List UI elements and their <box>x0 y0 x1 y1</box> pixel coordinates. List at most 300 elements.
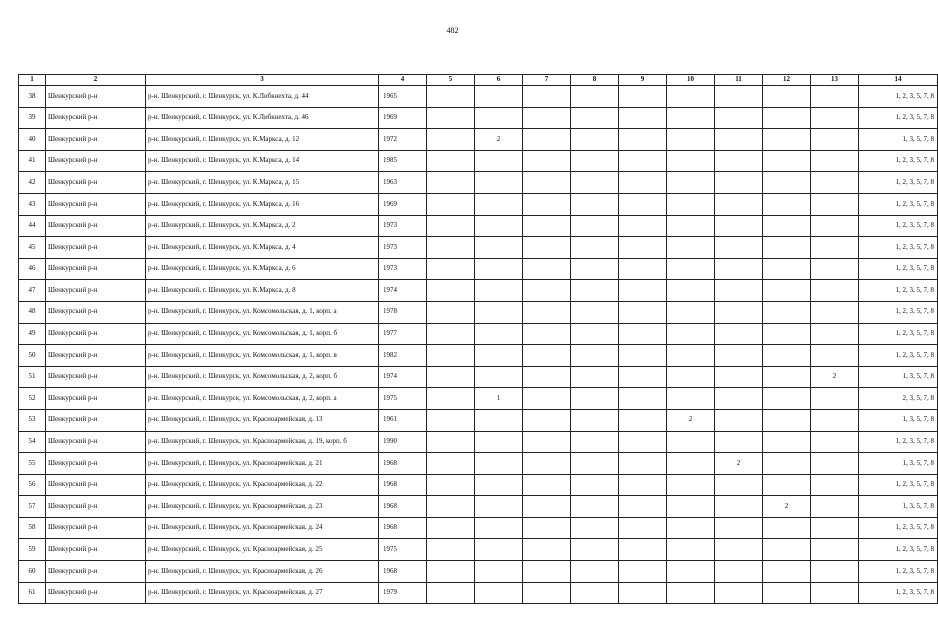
year-cell: 1968 <box>379 561 427 583</box>
col13-cell: 2 <box>811 366 859 388</box>
col9-cell <box>619 561 667 583</box>
col12-cell <box>763 280 811 302</box>
col6-cell <box>475 150 523 172</box>
criteria-cell: 1, 2, 3, 5, 7, 8 <box>859 474 938 496</box>
col6-cell <box>475 561 523 583</box>
col8-cell <box>571 107 619 129</box>
year-cell: 1982 <box>379 345 427 367</box>
district-cell: Шенкурский р-н <box>46 193 146 215</box>
col11-cell <box>715 86 763 108</box>
col9-cell <box>619 215 667 237</box>
address-cell: р-н. Шенкурский, г. Шенкурск, ул. К.Маркса, д. 2 <box>146 215 379 237</box>
criteria-cell: 1, 2, 3, 5, 7, 8 <box>859 301 938 323</box>
col13-cell <box>811 453 859 475</box>
col13-cell <box>811 86 859 108</box>
address-cell: р-н. Шенкурский, г. Шенкурск, ул. К.Маркса, д. 14 <box>146 150 379 172</box>
col13-cell <box>811 409 859 431</box>
address-cell: р-н. Шенкурский, г. Шенкурск, ул. Красноармейская, д. 13 <box>146 409 379 431</box>
col6-cell <box>475 258 523 280</box>
col10-cell <box>667 453 715 475</box>
address-cell: р-н. Шенкурский, г. Шенкурск, ул. Красноармейская, д. 22 <box>146 474 379 496</box>
table-row <box>19 193 938 215</box>
col5-cell <box>427 86 475 108</box>
address-cell: р-н. Шенкурский, г. Шенкурск, ул. К.Маркса, д. 16 <box>146 193 379 215</box>
col10-cell <box>667 388 715 410</box>
col12-cell <box>763 517 811 539</box>
col8-cell <box>571 86 619 108</box>
year-cell: 1969 <box>379 107 427 129</box>
col8-cell <box>571 582 619 604</box>
col11-cell: 2 <box>715 453 763 475</box>
col9-cell <box>619 496 667 518</box>
year-cell: 1974 <box>379 280 427 302</box>
district-cell: Шенкурский р-н <box>46 561 146 583</box>
criteria-cell: 1, 2, 3, 5, 7, 8 <box>859 539 938 561</box>
year-cell: 1975 <box>379 539 427 561</box>
col5-cell <box>427 453 475 475</box>
col11-cell <box>715 258 763 280</box>
col8-cell <box>571 409 619 431</box>
col12-cell <box>763 86 811 108</box>
year-cell: 1972 <box>379 129 427 151</box>
table-row <box>19 86 938 108</box>
col13-cell <box>811 129 859 151</box>
col8-cell <box>571 237 619 259</box>
year-cell: 1979 <box>379 582 427 604</box>
col13-cell <box>811 496 859 518</box>
criteria-cell: 1, 3, 5, 7, 8 <box>859 409 938 431</box>
col12-cell <box>763 561 811 583</box>
col6-cell <box>475 215 523 237</box>
col11-cell <box>715 582 763 604</box>
row-number: 57 <box>19 496 46 518</box>
col5-cell <box>427 237 475 259</box>
col9-cell <box>619 86 667 108</box>
col11-cell <box>715 237 763 259</box>
col10-cell <box>667 86 715 108</box>
page-number: 482 <box>446 26 459 35</box>
col12-cell <box>763 150 811 172</box>
col10-cell <box>667 431 715 453</box>
criteria-cell: 1, 2, 3, 5, 7, 8 <box>859 431 938 453</box>
col12-cell <box>763 301 811 323</box>
col11-cell <box>715 539 763 561</box>
address-cell: р-н. Шенкурский, г. Шенкурск, ул. Комсомольская, д. 2, корп. а <box>146 388 379 410</box>
table-row <box>19 129 938 151</box>
col13-cell <box>811 237 859 259</box>
address-cell: р-н. Шенкурский, г. Шенкурск, ул. Красноармейская, д. 25 <box>146 539 379 561</box>
col10-cell <box>667 258 715 280</box>
col11-cell <box>715 323 763 345</box>
col6-cell <box>475 582 523 604</box>
criteria-cell: 1, 2, 3, 5, 7, 8 <box>859 561 938 583</box>
col12-cell <box>763 539 811 561</box>
col9-cell <box>619 409 667 431</box>
row-number: 41 <box>19 150 46 172</box>
criteria-cell: 1, 2, 3, 5, 7, 8 <box>859 517 938 539</box>
criteria-cell: 1, 3, 5, 7, 8 <box>859 129 938 151</box>
col12-cell <box>763 582 811 604</box>
col6-cell <box>475 323 523 345</box>
district-cell: Шенкурский р-н <box>46 582 146 604</box>
col7-cell <box>523 474 571 496</box>
col8-cell <box>571 280 619 302</box>
col12-cell <box>763 453 811 475</box>
col13-cell <box>811 301 859 323</box>
col5-cell <box>427 150 475 172</box>
housing-table <box>18 74 938 604</box>
year-cell: 1990 <box>379 431 427 453</box>
col5-cell <box>427 323 475 345</box>
year-cell: 1968 <box>379 517 427 539</box>
table-row <box>19 409 938 431</box>
row-number: 42 <box>19 172 46 194</box>
district-cell: Шенкурский р-н <box>46 237 146 259</box>
address-cell: р-н. Шенкурский, г. Шенкурск, ул. Комсомольская, д. 1, корп. б <box>146 323 379 345</box>
col11-cell <box>715 388 763 410</box>
col11-cell <box>715 280 763 302</box>
col8-cell <box>571 474 619 496</box>
address-cell: р-н. Шенкурский, г. Шенкурск, ул. Красноармейская, д. 26 <box>146 561 379 583</box>
district-cell: Шенкурский р-н <box>46 431 146 453</box>
row-number: 53 <box>19 409 46 431</box>
table-row <box>19 345 938 367</box>
col6-cell <box>475 431 523 453</box>
col13-cell <box>811 215 859 237</box>
header-row <box>19 75 938 86</box>
col6-cell <box>475 193 523 215</box>
district-cell: Шенкурский р-н <box>46 150 146 172</box>
col10-cell <box>667 107 715 129</box>
year-cell: 1968 <box>379 496 427 518</box>
address-cell: р-н. Шенкурский, г. Шенкурск, ул. К.Маркса, д. 8 <box>146 280 379 302</box>
column-header-6: 6 <box>475 75 523 86</box>
col5-cell <box>427 193 475 215</box>
col5-cell <box>427 388 475 410</box>
col12-cell <box>763 431 811 453</box>
col12-cell <box>763 409 811 431</box>
table-row <box>19 215 938 237</box>
col10-cell <box>667 150 715 172</box>
year-cell: 1975 <box>379 388 427 410</box>
year-cell: 1968 <box>379 474 427 496</box>
district-cell: Шенкурский р-н <box>46 107 146 129</box>
col10-cell <box>667 539 715 561</box>
col5-cell <box>427 517 475 539</box>
col9-cell <box>619 193 667 215</box>
row-number: 49 <box>19 323 46 345</box>
row-number: 43 <box>19 193 46 215</box>
criteria-cell: 1, 3, 5, 7, 8 <box>859 496 938 518</box>
col11-cell <box>715 107 763 129</box>
year-cell: 1965 <box>379 86 427 108</box>
col13-cell <box>811 561 859 583</box>
table-row <box>19 237 938 259</box>
year-cell: 1977 <box>379 323 427 345</box>
col13-cell <box>811 474 859 496</box>
year-cell: 1973 <box>379 215 427 237</box>
col10-cell <box>667 215 715 237</box>
row-number: 54 <box>19 431 46 453</box>
col8-cell <box>571 345 619 367</box>
col8-cell <box>571 561 619 583</box>
col12-cell <box>763 193 811 215</box>
col9-cell <box>619 517 667 539</box>
row-number: 61 <box>19 582 46 604</box>
col8-cell <box>571 215 619 237</box>
col11-cell <box>715 496 763 518</box>
table-row <box>19 301 938 323</box>
col11-cell <box>715 193 763 215</box>
row-number: 56 <box>19 474 46 496</box>
col5-cell <box>427 431 475 453</box>
col6-cell <box>475 496 523 518</box>
address-cell: р-н. Шенкурский, г. Шенкурск, ул. Красноармейская, д. 27 <box>146 582 379 604</box>
column-header-9: 9 <box>619 75 667 86</box>
col5-cell <box>427 582 475 604</box>
row-number: 51 <box>19 366 46 388</box>
col5-cell <box>427 561 475 583</box>
col7-cell <box>523 345 571 367</box>
row-number: 47 <box>19 280 46 302</box>
col9-cell <box>619 345 667 367</box>
column-header-1: 1 <box>19 75 46 86</box>
address-cell: р-н. Шенкурский, г. Шенкурск, ул. К.Маркса, д. 15 <box>146 172 379 194</box>
criteria-cell: 1, 2, 3, 5, 7, 8 <box>859 86 938 108</box>
district-cell: Шенкурский р-н <box>46 517 146 539</box>
col11-cell <box>715 474 763 496</box>
year-cell: 1978 <box>379 301 427 323</box>
row-number: 52 <box>19 388 46 410</box>
col7-cell <box>523 258 571 280</box>
col6-cell <box>475 474 523 496</box>
col8-cell <box>571 323 619 345</box>
column-header-14: 14 <box>859 75 938 86</box>
address-cell: р-н. Шенкурский, г. Шенкурск, ул. Красноармейская, д. 23 <box>146 496 379 518</box>
year-cell: 1968 <box>379 453 427 475</box>
table-row <box>19 150 938 172</box>
col9-cell <box>619 366 667 388</box>
table-row <box>19 280 938 302</box>
col7-cell <box>523 539 571 561</box>
row-number: 40 <box>19 129 46 151</box>
row-number: 46 <box>19 258 46 280</box>
year-cell: 1963 <box>379 172 427 194</box>
col8-cell <box>571 431 619 453</box>
col10-cell <box>667 129 715 151</box>
col8-cell <box>571 496 619 518</box>
year-cell: 1985 <box>379 150 427 172</box>
col5-cell <box>427 129 475 151</box>
col7-cell <box>523 107 571 129</box>
col13-cell <box>811 388 859 410</box>
col8-cell <box>571 539 619 561</box>
criteria-cell: 1, 2, 3, 5, 7, 8 <box>859 150 938 172</box>
table-row <box>19 388 938 410</box>
criteria-cell: 1, 3, 5, 7, 8 <box>859 366 938 388</box>
col10-cell <box>667 561 715 583</box>
col5-cell <box>427 409 475 431</box>
column-header-8: 8 <box>571 75 619 86</box>
col7-cell <box>523 215 571 237</box>
col9-cell <box>619 107 667 129</box>
address-cell: р-н. Шенкурский, г. Шенкурск, ул. Комсомольская, д. 1, корп. а <box>146 301 379 323</box>
col10-cell <box>667 345 715 367</box>
district-cell: Шенкурский р-н <box>46 366 146 388</box>
column-header-5: 5 <box>427 75 475 86</box>
col12-cell <box>763 345 811 367</box>
col7-cell <box>523 517 571 539</box>
table-row <box>19 582 938 604</box>
col11-cell <box>715 345 763 367</box>
col13-cell <box>811 517 859 539</box>
district-cell: Шенкурский р-н <box>46 215 146 237</box>
criteria-cell: 1, 2, 3, 5, 7, 8 <box>859 172 938 194</box>
col8-cell <box>571 517 619 539</box>
district-cell: Шенкурский р-н <box>46 474 146 496</box>
col11-cell <box>715 431 763 453</box>
col10-cell: 2 <box>667 409 715 431</box>
row-number: 50 <box>19 345 46 367</box>
district-cell: Шенкурский р-н <box>46 409 146 431</box>
col13-cell <box>811 345 859 367</box>
col11-cell <box>715 172 763 194</box>
col10-cell <box>667 366 715 388</box>
col10-cell <box>667 517 715 539</box>
row-number: 44 <box>19 215 46 237</box>
column-header-3: 3 <box>146 75 379 86</box>
col10-cell <box>667 172 715 194</box>
col8-cell <box>571 453 619 475</box>
col12-cell <box>763 366 811 388</box>
year-cell: 1969 <box>379 193 427 215</box>
col11-cell <box>715 301 763 323</box>
district-cell: Шенкурский р-н <box>46 388 146 410</box>
col13-cell <box>811 431 859 453</box>
col7-cell <box>523 301 571 323</box>
column-header-4: 4 <box>379 75 427 86</box>
col6-cell: 1 <box>475 388 523 410</box>
col6-cell <box>475 86 523 108</box>
col9-cell <box>619 474 667 496</box>
district-cell: Шенкурский р-н <box>46 323 146 345</box>
col6-cell <box>475 409 523 431</box>
table-row <box>19 539 938 561</box>
col7-cell <box>523 323 571 345</box>
col5-cell <box>427 496 475 518</box>
year-cell: 1974 <box>379 366 427 388</box>
col11-cell <box>715 366 763 388</box>
col8-cell <box>571 193 619 215</box>
row-number: 59 <box>19 539 46 561</box>
col13-cell <box>811 193 859 215</box>
col8-cell <box>571 388 619 410</box>
criteria-cell: 1, 2, 3, 5, 7, 8 <box>859 345 938 367</box>
criteria-cell: 1, 2, 3, 5, 7, 8 <box>859 323 938 345</box>
criteria-cell: 1, 2, 3, 5, 7, 8 <box>859 193 938 215</box>
table-row <box>19 366 938 388</box>
district-cell: Шенкурский р-н <box>46 301 146 323</box>
col6-cell: 2 <box>475 129 523 151</box>
col7-cell <box>523 280 571 302</box>
col6-cell <box>475 453 523 475</box>
district-cell: Шенкурский р-н <box>46 345 146 367</box>
address-cell: р-н. Шенкурский, г. Шенкурск, ул. К.Маркса, д. 6 <box>146 258 379 280</box>
col12-cell <box>763 129 811 151</box>
address-cell: р-н. Шенкурский, г. Шенкурск, ул. К.Либкнехта, д. 44 <box>146 86 379 108</box>
col12-cell <box>763 172 811 194</box>
address-cell: р-н. Шенкурский, г. Шенкурск, ул. К.Маркса, д. 12 <box>146 129 379 151</box>
col7-cell <box>523 366 571 388</box>
col9-cell <box>619 431 667 453</box>
col8-cell <box>571 150 619 172</box>
col9-cell <box>619 258 667 280</box>
col13-cell <box>811 539 859 561</box>
district-cell: Шенкурский р-н <box>46 453 146 475</box>
col9-cell <box>619 582 667 604</box>
column-header-12: 12 <box>763 75 811 86</box>
district-cell: Шенкурский р-н <box>46 129 146 151</box>
table-row <box>19 323 938 345</box>
col6-cell <box>475 539 523 561</box>
col9-cell <box>619 150 667 172</box>
row-number: 45 <box>19 237 46 259</box>
col13-cell <box>811 150 859 172</box>
table-body <box>19 86 938 604</box>
col11-cell <box>715 129 763 151</box>
col12-cell <box>763 258 811 280</box>
criteria-cell: 1, 2, 3, 5, 7, 8 <box>859 582 938 604</box>
col5-cell <box>427 366 475 388</box>
row-number: 55 <box>19 453 46 475</box>
table-row <box>19 431 938 453</box>
col5-cell <box>427 215 475 237</box>
criteria-cell: 1, 2, 3, 5, 7, 8 <box>859 258 938 280</box>
col8-cell <box>571 301 619 323</box>
address-cell: р-н. Шенкурский, г. Шенкурск, ул. Комсомольская, д. 2, корп. б <box>146 366 379 388</box>
col11-cell <box>715 517 763 539</box>
criteria-cell: 1, 2, 3, 5, 7, 8 <box>859 280 938 302</box>
col13-cell <box>811 107 859 129</box>
col11-cell <box>715 561 763 583</box>
col5-cell <box>427 474 475 496</box>
col10-cell <box>667 237 715 259</box>
col9-cell <box>619 237 667 259</box>
col12-cell <box>763 474 811 496</box>
criteria-cell: 1, 2, 3, 5, 7, 8 <box>859 215 938 237</box>
table-row <box>19 517 938 539</box>
col13-cell <box>811 323 859 345</box>
year-cell: 1961 <box>379 409 427 431</box>
col7-cell <box>523 453 571 475</box>
col9-cell <box>619 453 667 475</box>
address-cell: р-н. Шенкурский, г. Шенкурск, ул. К.Маркса, д. 4 <box>146 237 379 259</box>
col12-cell: 2 <box>763 496 811 518</box>
col5-cell <box>427 301 475 323</box>
col7-cell <box>523 388 571 410</box>
year-cell: 1973 <box>379 237 427 259</box>
col8-cell <box>571 366 619 388</box>
col6-cell <box>475 517 523 539</box>
table-row <box>19 561 938 583</box>
column-header-13: 13 <box>811 75 859 86</box>
column-header-7: 7 <box>523 75 571 86</box>
col13-cell <box>811 172 859 194</box>
col12-cell <box>763 388 811 410</box>
col9-cell <box>619 539 667 561</box>
col6-cell <box>475 107 523 129</box>
criteria-cell: 1, 2, 3, 5, 7, 8 <box>859 237 938 259</box>
